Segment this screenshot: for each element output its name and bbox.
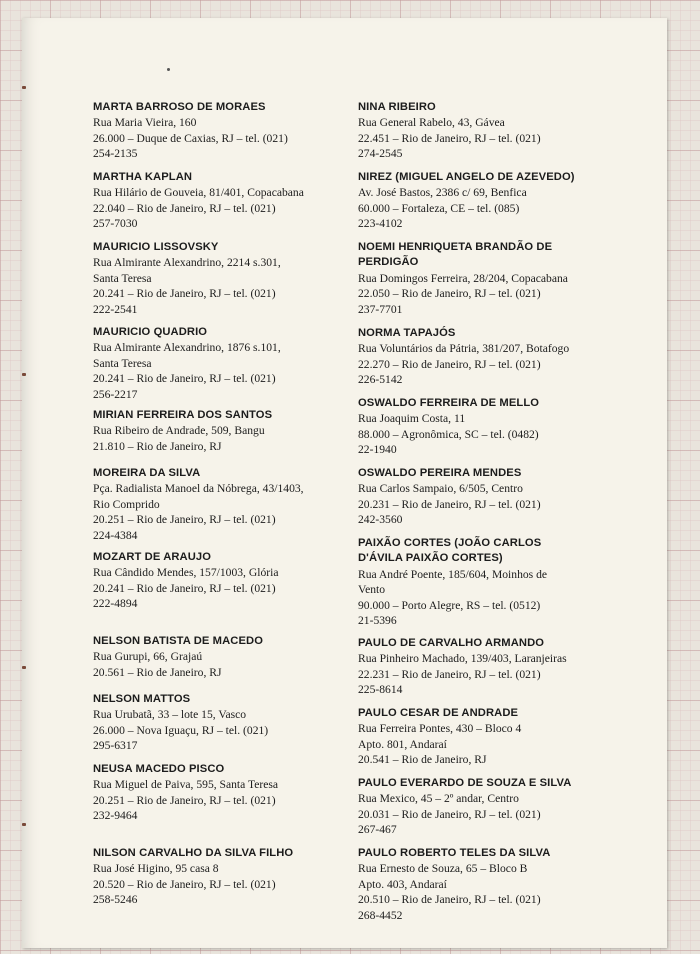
entry-name: NOEMI HENRIQUETA BRANDÃO DE PERDIGÃO: [358, 241, 553, 269]
entry-name: MAURICIO LISSOVSKY: [93, 241, 219, 253]
entry-line: Rua Joaquim Costa, 11: [358, 412, 466, 426]
entry-line: 222-4894: [93, 597, 138, 611]
entry-line: 20.241 – Rio de Janeiro, RJ – tel. (021): [93, 581, 276, 595]
entry-line: Rua Ribeiro de Andrade, 509, Bangu: [93, 424, 265, 438]
entry-name: PAULO ROBERTO TELES DA SILVA: [358, 847, 551, 859]
entry-line: 20.241 – Rio de Janeiro, RJ – tel. (021): [93, 372, 276, 386]
directory-entry: [93, 692, 268, 754]
entry-line: Rua Ferreira Pontes, 430 – Bloco 4: [358, 722, 522, 736]
entry-line: 20.231 – Rio de Janeiro, RJ – tel. (021): [358, 497, 541, 511]
entry-name: NEUSA MACEDO PISCO: [93, 763, 225, 775]
directory-entry: [358, 240, 583, 317]
entry-line: 242-3560: [358, 513, 403, 527]
entry-line: Rua Gurupi, 66, Grajaú: [93, 650, 203, 664]
entry-name: NINA RIBEIRO: [358, 101, 436, 113]
entry-line: 223-4102: [358, 217, 403, 231]
entry-name: PAIXÃO CORTES (JOÃO CARLOS D'ÁVILA PAIXÃO CORTES): [358, 537, 542, 565]
entry-line: 22-1940: [358, 443, 397, 457]
entry-line: 237-7701: [358, 302, 403, 316]
entry-name: MAURICIO QUADRIO: [93, 326, 208, 338]
directory-entry: [93, 408, 272, 454]
entry-line: Vento: [358, 583, 386, 597]
entry-name: OSWALDO PEREIRA MENDES: [358, 467, 522, 479]
entry-line: 20.520 – Rio de Janeiro, RJ – tel. (021): [93, 877, 276, 891]
entry-line: 222-2541: [93, 302, 138, 316]
entry-line: 295-6317: [93, 739, 138, 753]
entry-line: 20.251 – Rio de Janeiro, RJ – tel. (021): [93, 513, 276, 527]
entry-line: 258-5246: [93, 893, 138, 907]
entry-line: 274-2545: [358, 147, 403, 161]
ink-dot: [167, 68, 170, 71]
entry-name: NIREZ (MIGUEL ANGELO DE AZEVEDO): [358, 171, 575, 183]
directory-entry: [358, 100, 541, 162]
entry-line: 20.241 – Rio de Janeiro, RJ – tel. (021): [93, 287, 276, 301]
entry-line: Rua Pinheiro Machado, 139/403, Laranjeiras: [358, 652, 567, 666]
entry-line: Rua Cândido Mendes, 157/1003, Glória: [93, 566, 279, 580]
entry-line: 20.031 – Rio de Janeiro, RJ – tel. (021): [358, 807, 541, 821]
directory-entry: [358, 396, 539, 458]
binding-hole: [22, 666, 26, 669]
entry-line: 225-8614: [358, 683, 403, 697]
entry-name: OSWALDO FERREIRA DE MELLO: [358, 397, 540, 409]
entry-name: MARTA BARROSO DE MORAES: [93, 101, 266, 113]
directory-entry: [358, 636, 567, 698]
entry-name: MOREIRA DA SILVA: [93, 467, 201, 479]
directory-entry: [93, 634, 263, 680]
entry-line: 20.510 – Rio de Janeiro, RJ – tel. (021): [358, 893, 541, 907]
directory-entry: [93, 170, 304, 232]
entry-line: Rua Almirante Alexandrino, 2214 s.301,: [93, 256, 281, 270]
entry-name: MOZART DE ARAUJO: [93, 551, 212, 563]
entry-name: PAULO CESAR DE ANDRADE: [358, 707, 519, 719]
entry-line: Rua Maria Vieira, 160: [93, 116, 197, 130]
directory-entry: [358, 466, 541, 528]
entry-line: 20.561 – Rio de Janeiro, RJ: [93, 665, 222, 679]
entry-line: 224-4384: [93, 528, 138, 542]
entry-line: 254-2135: [93, 147, 138, 161]
entry-line: Santa Teresa: [93, 271, 152, 285]
entry-line: 20.541 – Rio de Janeiro, RJ: [358, 753, 487, 767]
entry-name: PAULO EVERARDO DE SOUZA E SILVA: [358, 777, 572, 789]
entry-line: Apto. 403, Andaraí: [358, 877, 447, 891]
entry-line: 257-7030: [93, 217, 138, 231]
entry-line: 21.810 – Rio de Janeiro, RJ: [93, 439, 222, 453]
entry-line: Rua André Poente, 185/604, Moinhos de: [358, 567, 548, 581]
directory-entry: [93, 762, 278, 824]
directory-entry: [93, 846, 293, 908]
entry-line: 88.000 – Agronômica, SC – tel. (0482): [358, 427, 539, 441]
entry-line: 20.251 – Rio de Janeiro, RJ – tel. (021): [93, 793, 276, 807]
entry-line: 232-9464: [93, 809, 138, 823]
directory-entry: [358, 536, 583, 628]
directory-entry: [358, 706, 521, 768]
entry-line: Av. José Bastos, 2386 c/ 69, Benfica: [358, 186, 527, 200]
binding-hole: [22, 823, 26, 826]
entry-name: MIRIAN FERREIRA DOS SANTOS: [93, 409, 273, 421]
directory-entry: [358, 170, 575, 232]
entry-line: 26.000 – Duque de Caxias, RJ – tel. (021): [93, 131, 288, 145]
entry-line: 60.000 – Fortaleza, CE – tel. (085): [358, 201, 520, 215]
entry-line: 268-4452: [358, 908, 403, 922]
entry-line: Rua Hilário de Gouveia, 81/401, Copacabana: [93, 186, 304, 200]
entry-line: Rio Comprido: [93, 497, 160, 511]
directory-page: [22, 18, 667, 948]
directory-entry: [93, 100, 288, 162]
entry-line: 21-5396: [358, 614, 397, 628]
entry-line: Rua General Rabelo, 43, Gávea: [358, 116, 505, 130]
entry-line: 26.000 – Nova Iguaçu, RJ – tel. (021): [93, 723, 269, 737]
entry-line: Rua Ernesto de Souza, 65 – Bloco B: [358, 862, 528, 876]
entry-line: Rua José Higino, 95 casa 8: [93, 862, 219, 876]
directory-entry: [358, 776, 571, 838]
entry-line: 22.270 – Rio de Janeiro, RJ – tel. (021): [358, 357, 541, 371]
entry-name: NILSON CARVALHO DA SILVA FILHO: [93, 847, 294, 859]
entry-line: Rua Voluntários da Pátria, 381/207, Botafogo: [358, 342, 570, 356]
directory-entry: [93, 325, 281, 402]
binding-hole: [22, 86, 26, 89]
entry-line: Santa Teresa: [93, 356, 152, 370]
entry-line: 90.000 – Porto Alegre, RS – tel. (0512): [358, 598, 541, 612]
entry-line: Rua Domingos Ferreira, 28/204, Copacabana: [358, 271, 568, 285]
directory-entry: [93, 466, 304, 543]
directory-entry: [93, 240, 281, 317]
entry-line: Rua Miguel de Paiva, 595, Santa Teresa: [93, 778, 279, 792]
entry-line: 22.231 – Rio de Janeiro, RJ – tel. (021): [358, 667, 541, 681]
entry-line: Rua Mexico, 45 – 2º andar, Centro: [358, 792, 519, 806]
entry-name: NORMA TAPAJÓS: [358, 327, 456, 339]
directory-entry: [93, 550, 278, 612]
entry-name: PAULO DE CARVALHO ARMANDO: [358, 637, 545, 649]
entry-line: 22.451 – Rio de Janeiro, RJ – tel. (021): [358, 131, 541, 145]
entry-name: MARTHA KAPLAN: [93, 171, 193, 183]
binding-hole: [22, 373, 26, 376]
entry-line: Rua Carlos Sampaio, 6/505, Centro: [358, 482, 523, 496]
entry-line: Apto. 801, Andaraí: [358, 737, 447, 751]
entry-line: 267-467: [358, 823, 397, 837]
entry-line: 22.040 – Rio de Janeiro, RJ – tel. (021): [93, 201, 276, 215]
entry-line: Pça. Radialista Manoel da Nóbrega, 43/1403,: [93, 482, 304, 496]
entry-line: 22.050 – Rio de Janeiro, RJ – tel. (021): [358, 287, 541, 301]
entry-name: NELSON BATISTA DE MACEDO: [93, 635, 264, 647]
entry-line: Rua Almirante Alexandrino, 1876 s.101,: [93, 341, 281, 355]
directory-entry: [358, 846, 550, 923]
entry-line: 226-5142: [358, 373, 403, 387]
entry-line: Rua Urubatã, 33 – lote 15, Vasco: [93, 708, 247, 722]
entry-line: 256-2217: [93, 387, 138, 401]
directory-entry: [358, 326, 569, 388]
entry-name: NELSON MATTOS: [93, 693, 191, 705]
